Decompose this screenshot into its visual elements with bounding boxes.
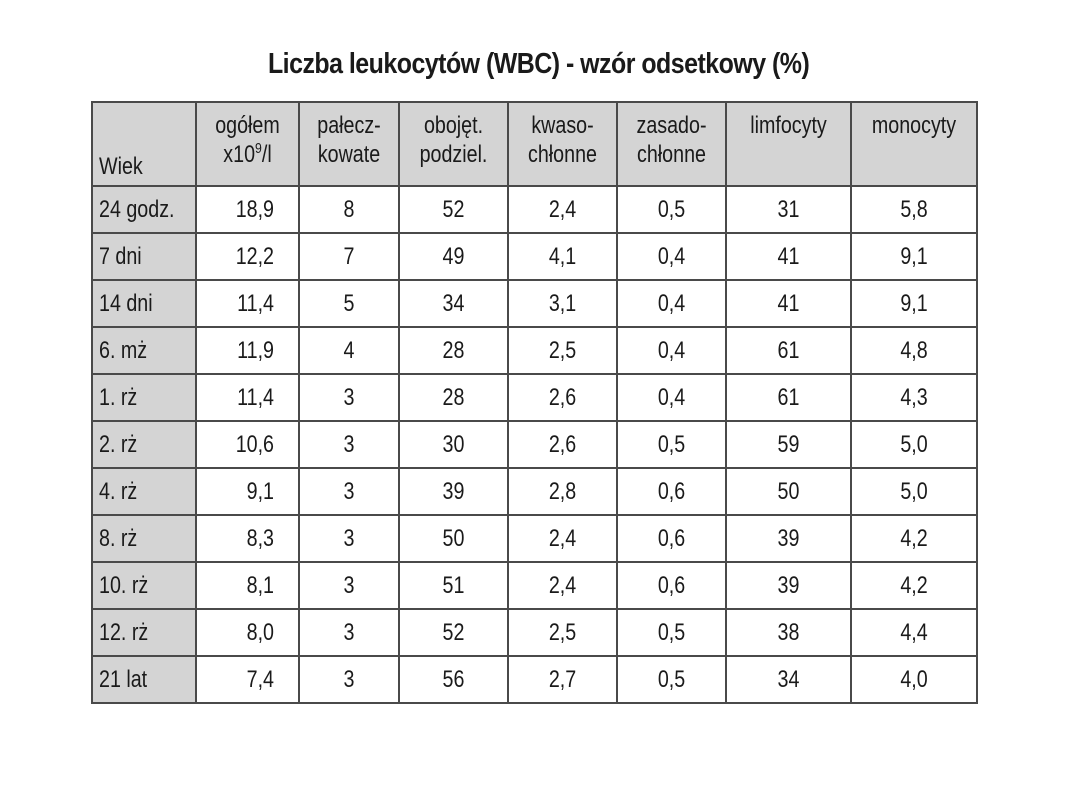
basophils-cell: 0,6 bbox=[617, 562, 726, 609]
age-cell: 14 dni bbox=[92, 280, 196, 327]
lymphocytes-cell: 41 bbox=[726, 280, 851, 327]
total-cell: 11,4 bbox=[196, 374, 299, 421]
lymphocytes-cell: 39 bbox=[726, 515, 851, 562]
segmented-cell: 28 bbox=[399, 374, 508, 421]
basophils-cell: 0,6 bbox=[617, 515, 726, 562]
basophils-cell: 0,5 bbox=[617, 186, 726, 233]
table-row bbox=[92, 186, 977, 233]
band-cell: 7 bbox=[299, 233, 399, 280]
total-cell: 11,4 bbox=[196, 280, 299, 327]
header-lymphocytes: limfocyty bbox=[726, 102, 851, 186]
band-cell: 3 bbox=[299, 562, 399, 609]
lymphocytes-cell: 50 bbox=[726, 468, 851, 515]
table-row bbox=[92, 233, 977, 280]
segmented-cell: 34 bbox=[399, 280, 508, 327]
band-cell: 4 bbox=[299, 327, 399, 374]
eosinophils-cell: 2,6 bbox=[508, 421, 617, 468]
table-row bbox=[92, 609, 977, 656]
header-age: Wiek bbox=[92, 102, 196, 186]
basophils-cell: 0,5 bbox=[617, 656, 726, 703]
segmented-cell: 28 bbox=[399, 327, 508, 374]
total-cell: 12,2 bbox=[196, 233, 299, 280]
band-cell: 3 bbox=[299, 468, 399, 515]
band-cell: 3 bbox=[299, 374, 399, 421]
segmented-cell: 52 bbox=[399, 609, 508, 656]
age-cell: 6. mż bbox=[92, 327, 196, 374]
header-band: pałecz- kowate bbox=[299, 102, 399, 186]
band-cell: 3 bbox=[299, 656, 399, 703]
table-row bbox=[92, 374, 977, 421]
table-row bbox=[92, 468, 977, 515]
lymphocytes-cell: 38 bbox=[726, 609, 851, 656]
total-cell: 7,4 bbox=[196, 656, 299, 703]
age-cell: 24 godz. bbox=[92, 186, 196, 233]
total-cell: 18,9 bbox=[196, 186, 299, 233]
segmented-cell: 56 bbox=[399, 656, 508, 703]
lymphocytes-cell: 59 bbox=[726, 421, 851, 468]
monocytes-cell: 4,8 bbox=[851, 327, 977, 374]
header-row bbox=[92, 102, 977, 186]
band-cell: 5 bbox=[299, 280, 399, 327]
eosinophils-cell: 2,4 bbox=[508, 515, 617, 562]
monocytes-cell: 5,0 bbox=[851, 468, 977, 515]
band-cell: 3 bbox=[299, 609, 399, 656]
table-row bbox=[92, 280, 977, 327]
eosinophils-cell: 2,5 bbox=[508, 327, 617, 374]
segmented-cell: 51 bbox=[399, 562, 508, 609]
total-cell: 8,0 bbox=[196, 609, 299, 656]
segmented-cell: 49 bbox=[399, 233, 508, 280]
header-basophils: zasado- chłonne bbox=[617, 102, 726, 186]
segmented-cell: 39 bbox=[399, 468, 508, 515]
lymphocytes-cell: 61 bbox=[726, 327, 851, 374]
eosinophils-cell: 2,6 bbox=[508, 374, 617, 421]
total-cell: 8,1 bbox=[196, 562, 299, 609]
header-monocytes: monocyty bbox=[851, 102, 977, 186]
basophils-cell: 0,4 bbox=[617, 280, 726, 327]
total-cell: 11,9 bbox=[196, 327, 299, 374]
basophils-cell: 0,5 bbox=[617, 421, 726, 468]
eosinophils-cell: 2,4 bbox=[508, 186, 617, 233]
segmented-cell: 50 bbox=[399, 515, 508, 562]
basophils-cell: 0,4 bbox=[617, 374, 726, 421]
monocytes-cell: 4,3 bbox=[851, 374, 977, 421]
eosinophils-cell: 2,8 bbox=[508, 468, 617, 515]
band-cell: 8 bbox=[299, 186, 399, 233]
total-cell: 10,6 bbox=[196, 421, 299, 468]
basophils-cell: 0,6 bbox=[617, 468, 726, 515]
monocytes-cell: 9,1 bbox=[851, 233, 977, 280]
age-cell: 1. rż bbox=[92, 374, 196, 421]
age-cell: 12. rż bbox=[92, 609, 196, 656]
segmented-cell: 52 bbox=[399, 186, 508, 233]
lymphocytes-cell: 39 bbox=[726, 562, 851, 609]
wbc-table bbox=[91, 101, 978, 704]
header-eosinophils: kwaso- chłonne bbox=[508, 102, 617, 186]
age-cell: 10. rż bbox=[92, 562, 196, 609]
table-row bbox=[92, 421, 977, 468]
lymphocytes-cell: 41 bbox=[726, 233, 851, 280]
monocytes-cell: 4,2 bbox=[851, 515, 977, 562]
age-cell: 7 dni bbox=[92, 233, 196, 280]
eosinophils-cell: 2,4 bbox=[508, 562, 617, 609]
age-cell: 21 lat bbox=[92, 656, 196, 703]
lymphocytes-cell: 31 bbox=[726, 186, 851, 233]
monocytes-cell: 4,2 bbox=[851, 562, 977, 609]
band-cell: 3 bbox=[299, 421, 399, 468]
monocytes-cell: 4,0 bbox=[851, 656, 977, 703]
basophils-cell: 0,5 bbox=[617, 609, 726, 656]
table-row bbox=[92, 562, 977, 609]
basophils-cell: 0,4 bbox=[617, 327, 726, 374]
header-segmented: obojęt. podziel. bbox=[399, 102, 508, 186]
monocytes-cell: 5,8 bbox=[851, 186, 977, 233]
monocytes-cell: 9,1 bbox=[851, 280, 977, 327]
eosinophils-cell: 2,7 bbox=[508, 656, 617, 703]
age-cell: 2. rż bbox=[92, 421, 196, 468]
monocytes-cell: 5,0 bbox=[851, 421, 977, 468]
eosinophils-cell: 3,1 bbox=[508, 280, 617, 327]
eosinophils-cell: 2,5 bbox=[508, 609, 617, 656]
lymphocytes-cell: 34 bbox=[726, 656, 851, 703]
table-row bbox=[92, 327, 977, 374]
segmented-cell: 30 bbox=[399, 421, 508, 468]
monocytes-cell: 4,4 bbox=[851, 609, 977, 656]
eosinophils-cell: 4,1 bbox=[508, 233, 617, 280]
table-title: Liczba leukocytów (WBC) - wzór odsetkowy (%) bbox=[267, 48, 810, 80]
table-row bbox=[92, 515, 977, 562]
age-cell: 4. rż bbox=[92, 468, 196, 515]
table-row bbox=[92, 656, 977, 703]
basophils-cell: 0,4 bbox=[617, 233, 726, 280]
header-total: ogółem $x10^9/l$ bbox=[196, 102, 299, 186]
lymphocytes-cell: 61 bbox=[726, 374, 851, 421]
age-cell: 8. rż bbox=[92, 515, 196, 562]
total-cell: 8,3 bbox=[196, 515, 299, 562]
total-cell: 9,1 bbox=[196, 468, 299, 515]
band-cell: 3 bbox=[299, 515, 399, 562]
